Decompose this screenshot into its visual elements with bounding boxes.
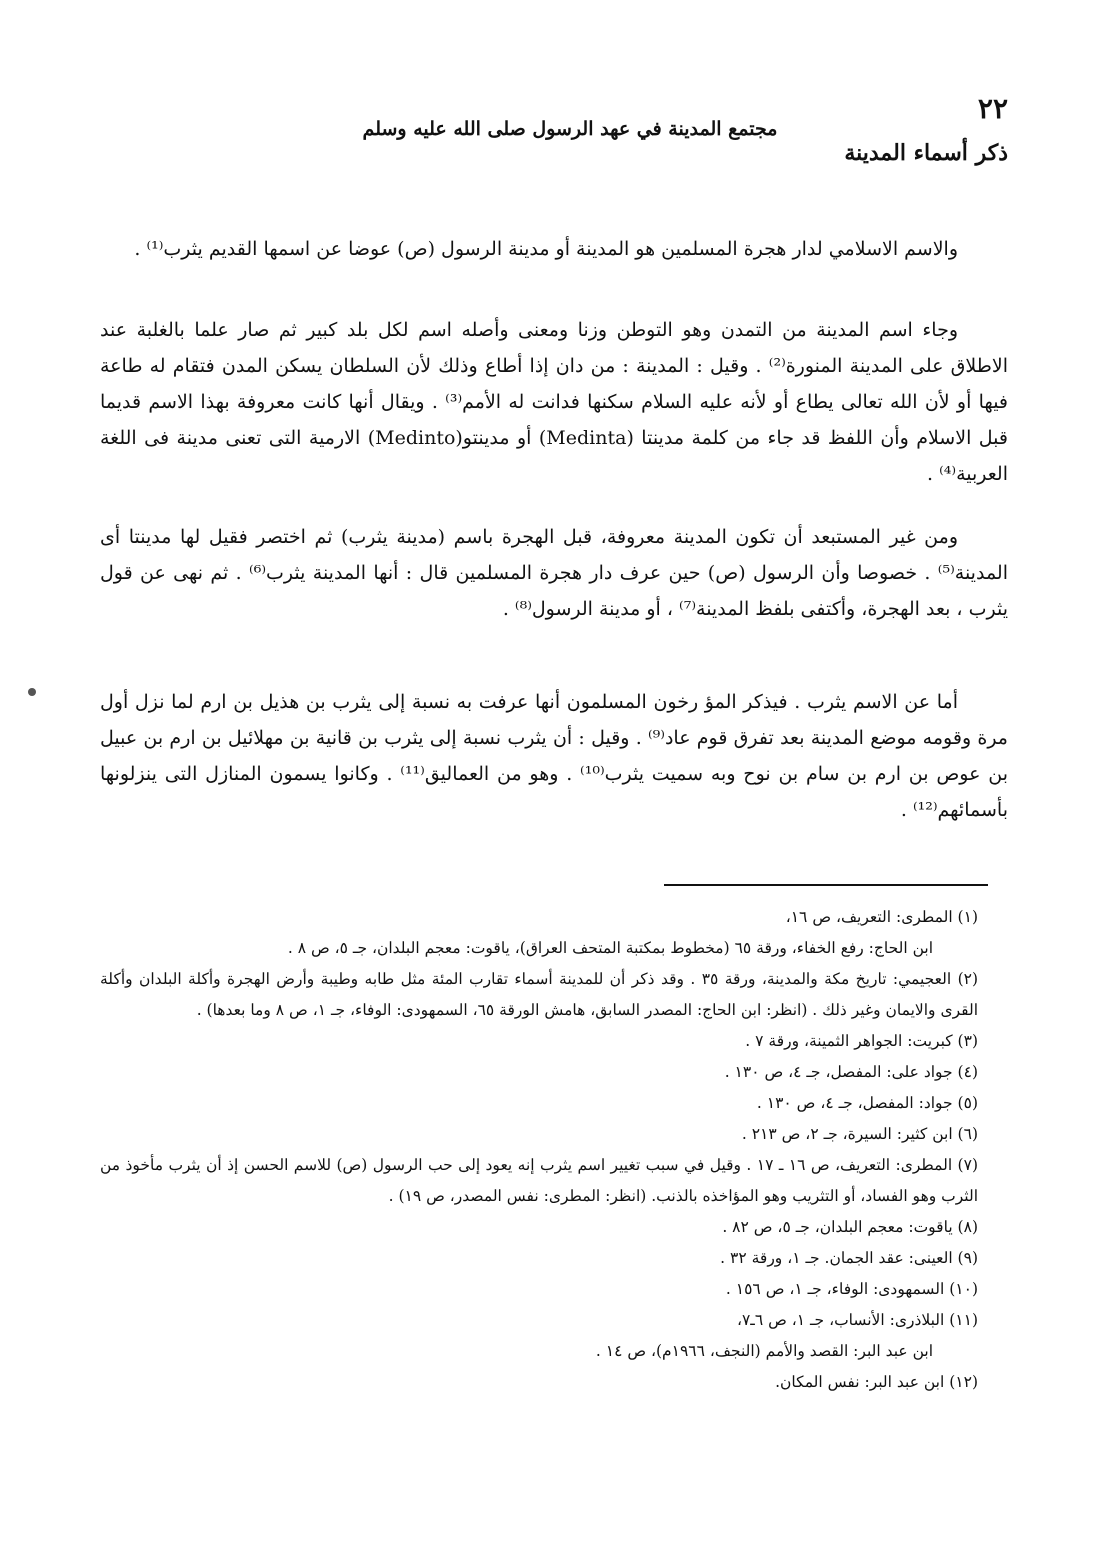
footnote-4: (٤) جواد على: المفصل، جـ ٤، ص ١٣٠ . — [724, 1063, 978, 1081]
footnote-11-cont: ابن عبد البر: القصد والأمم (النجف، ١٩٦٦م)، ص ١٤ . — [595, 1342, 933, 1360]
footnote-2: (٢) العجيمي: تاريخ مكة والمدينة، ورقة ٣٥ . وقد ذكر أن للمدينة أسماء تقارب المئة مثل طابه وطيبة وأرض الهجرة وأكلة البلدان وأكلة القرى والايمان وغير ذلك . (انظر: ابن الحاج: المصدر السابق، هامش الورقة ٦٥، السمهودى: الوفاء، جـ ١، ص ٨ وما بعدها) . — [100, 970, 978, 1019]
page-number: ٢٢ — [977, 92, 1008, 125]
footnote-7: (٧) المطرى: التعريف، ص ١٦ ـ ١٧ . وقيل في سبب تغيير اسم يثرب إنه يعود إلى حب الرسول (ص) للاسم الحسن إذ أن يثرب مأخوذ من الثرب وهو الفساد، أو التثريب وهو المؤاخذه بالذنب. (انظر: المطرى: نفس المصدر، ص ١٩) . — [100, 1156, 978, 1205]
scan-speck — [28, 688, 36, 696]
footnote-11: (١١) البلاذرى: الأنساب، جـ ١، ص ٦ـ٧، — [736, 1311, 978, 1329]
paragraph-2: وجاء اسم المدينة من التمدن وهو التوطن وزنا ومعنى وأصله اسم لكل بلد كبير ثم صار علما بالغلبة عند الاطلاق على المدينة المنورة⁽²⁾ . وقيل : المدينة : من دان إذا أطاع وذلك لأن السلطان يسكن المدن فتقام له طاعة فيها أو لأن الله تعالى يطاع أو لأنه عليه السلام سكنها فدانت له الأمم⁽³⁾ . ويقال أنها كانت معروفة بهذا الاسم قديما قبل الاسلام وأن اللفظ قد جاء من كلمة مدينتا (Medinta) أو مدينتو(Medinto) الارمية التى تعنى مدينة فى اللغة العربية⁽⁴⁾ . — [100, 319, 1009, 485]
section-title: ذكر أسماء المدينة — [844, 140, 1008, 166]
footnote-12: (١٢) ابن عبد البر: نفس المكان. — [775, 1373, 978, 1391]
paragraph-1: والاسم الاسلامي لدار هجرة المسلمين هو المدينة أو مدينة الرسول (ص) عوضا عن اسمها القديم يثرب⁽¹⁾ . — [134, 238, 958, 260]
footnote-9: (٩) العينى: عقد الجمان. جـ ١، ورقة ٣٢ . — [720, 1249, 978, 1267]
paragraph-3: ومن غير المستبعد أن تكون المدينة معروفة، قبل الهجرة باسم (مدينة يثرب) ثم اختصر فقيل لها مدينتا أى المدينة⁽⁵⁾ . خصوصا وأن الرسول (ص) حين عرف دار هجرة المسلمين قال : أنها المدينة يثرب⁽⁶⁾ . ثم نهى عن قول يثرب ، بعد الهجرة، وأكتفى بلفظ المدينة⁽⁷⁾ ، أو مدينة الرسول⁽⁸⁾ . — [100, 526, 1008, 620]
paragraph-4: أما عن الاسم يثرب . فيذكر المؤ رخون المسلمون أنها عرفت به نسبة إلى يثرب بن هذيل بن ارم لما نزل أول مرة وقومه موضع المدينة بعد تفرق قوم عاد⁽⁹⁾ . وقيل : أن يثرب نسبة إلى يثرب بن قانية بن مهلائيل بن ارم بن عبيل بن عوص بن ارم بن سام بن نوح وبه سميت يثرب⁽¹⁰⁾ . وهو من العماليق⁽¹¹⁾ . وكانوا يسمون المنازل التى ينزلونها بأسمائهم⁽¹²⁾ . — [100, 691, 1008, 821]
footnote-1: (١) المطرى: التعريف، ص ١٦، — [785, 908, 978, 926]
footnote-6: (٦) ابن كثير: السيرة، جـ ٢، ص ٢١٣ . — [741, 1125, 978, 1143]
footnote-10: (١٠) السمهودى: الوفاء، جـ ١، ص ١٥٦ . — [725, 1280, 978, 1298]
footnote-5: (٥) جواد: المفصل، جـ ٤، ص ١٣٠ . — [756, 1094, 978, 1112]
footnote-separator — [664, 884, 988, 886]
footnote-3: (٣) كبريت: الجواهر الثمينة، ورقة ٧ . — [745, 1032, 978, 1050]
footnotes — [100, 902, 978, 1398]
running-head: مجتمع المدينة في عهد الرسول صلى الله عليه وسلم — [362, 118, 778, 140]
footnote-1-cont: ابن الحاج: رفع الخفاء، ورقة ٦٥ (مخطوط بمكتبة المتحف العراق)، ياقوت: معجم البلدان، جـ ٥، ص ٨ . — [287, 939, 933, 957]
footnote-8: (٨) ياقوت: معجم البلدان، جـ ٥، ص ٨٢ . — [722, 1218, 978, 1236]
